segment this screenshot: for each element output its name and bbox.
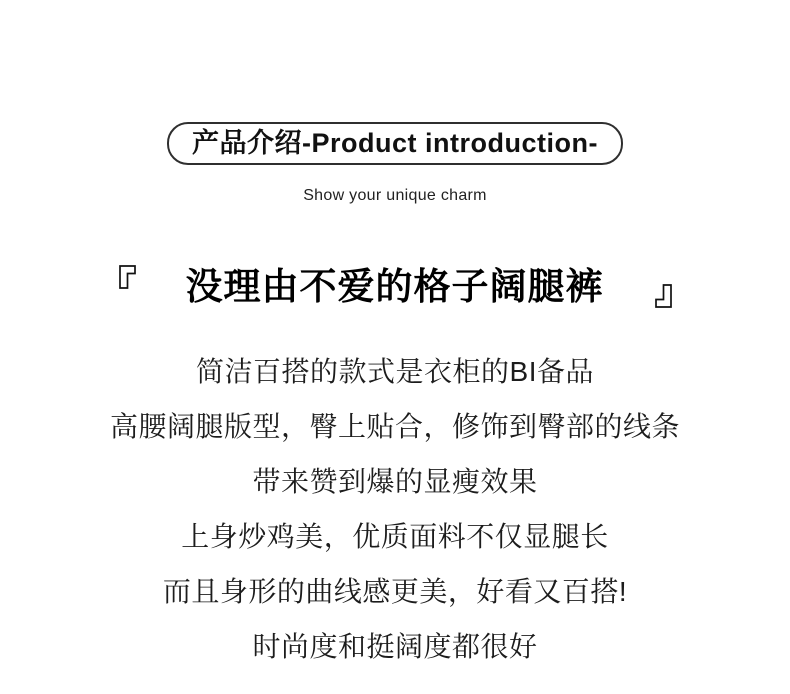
section-title-badge	[167, 122, 623, 165]
headline	[0, 265, 790, 309]
tagline: Show your unique charm	[303, 187, 487, 204]
product-description	[0, 344, 790, 674]
description-line: 而且身形的曲线感更美，好看又百搭!	[162, 576, 628, 607]
description-line: 带来赞到爆的显瘦效果	[252, 466, 538, 497]
left-corner-bracket-icon	[119, 265, 136, 289]
description-line: 上身炒鸡美，优质面料不仅显腿长	[181, 521, 609, 552]
section-title: 产品介绍-Product introduction-	[192, 128, 598, 158]
description-line: 简洁百搭的款式是衣柜的BI备品	[196, 356, 594, 387]
description-line: 时尚度和挺阔度都很好	[252, 631, 538, 662]
right-corner-bracket-icon	[655, 284, 672, 308]
description-line: 高腰阔腿版型，臀上贴合，修饰到臀部的线条	[109, 411, 680, 442]
headline-text: 没理由不爱的格子阔腿裤	[185, 266, 604, 307]
